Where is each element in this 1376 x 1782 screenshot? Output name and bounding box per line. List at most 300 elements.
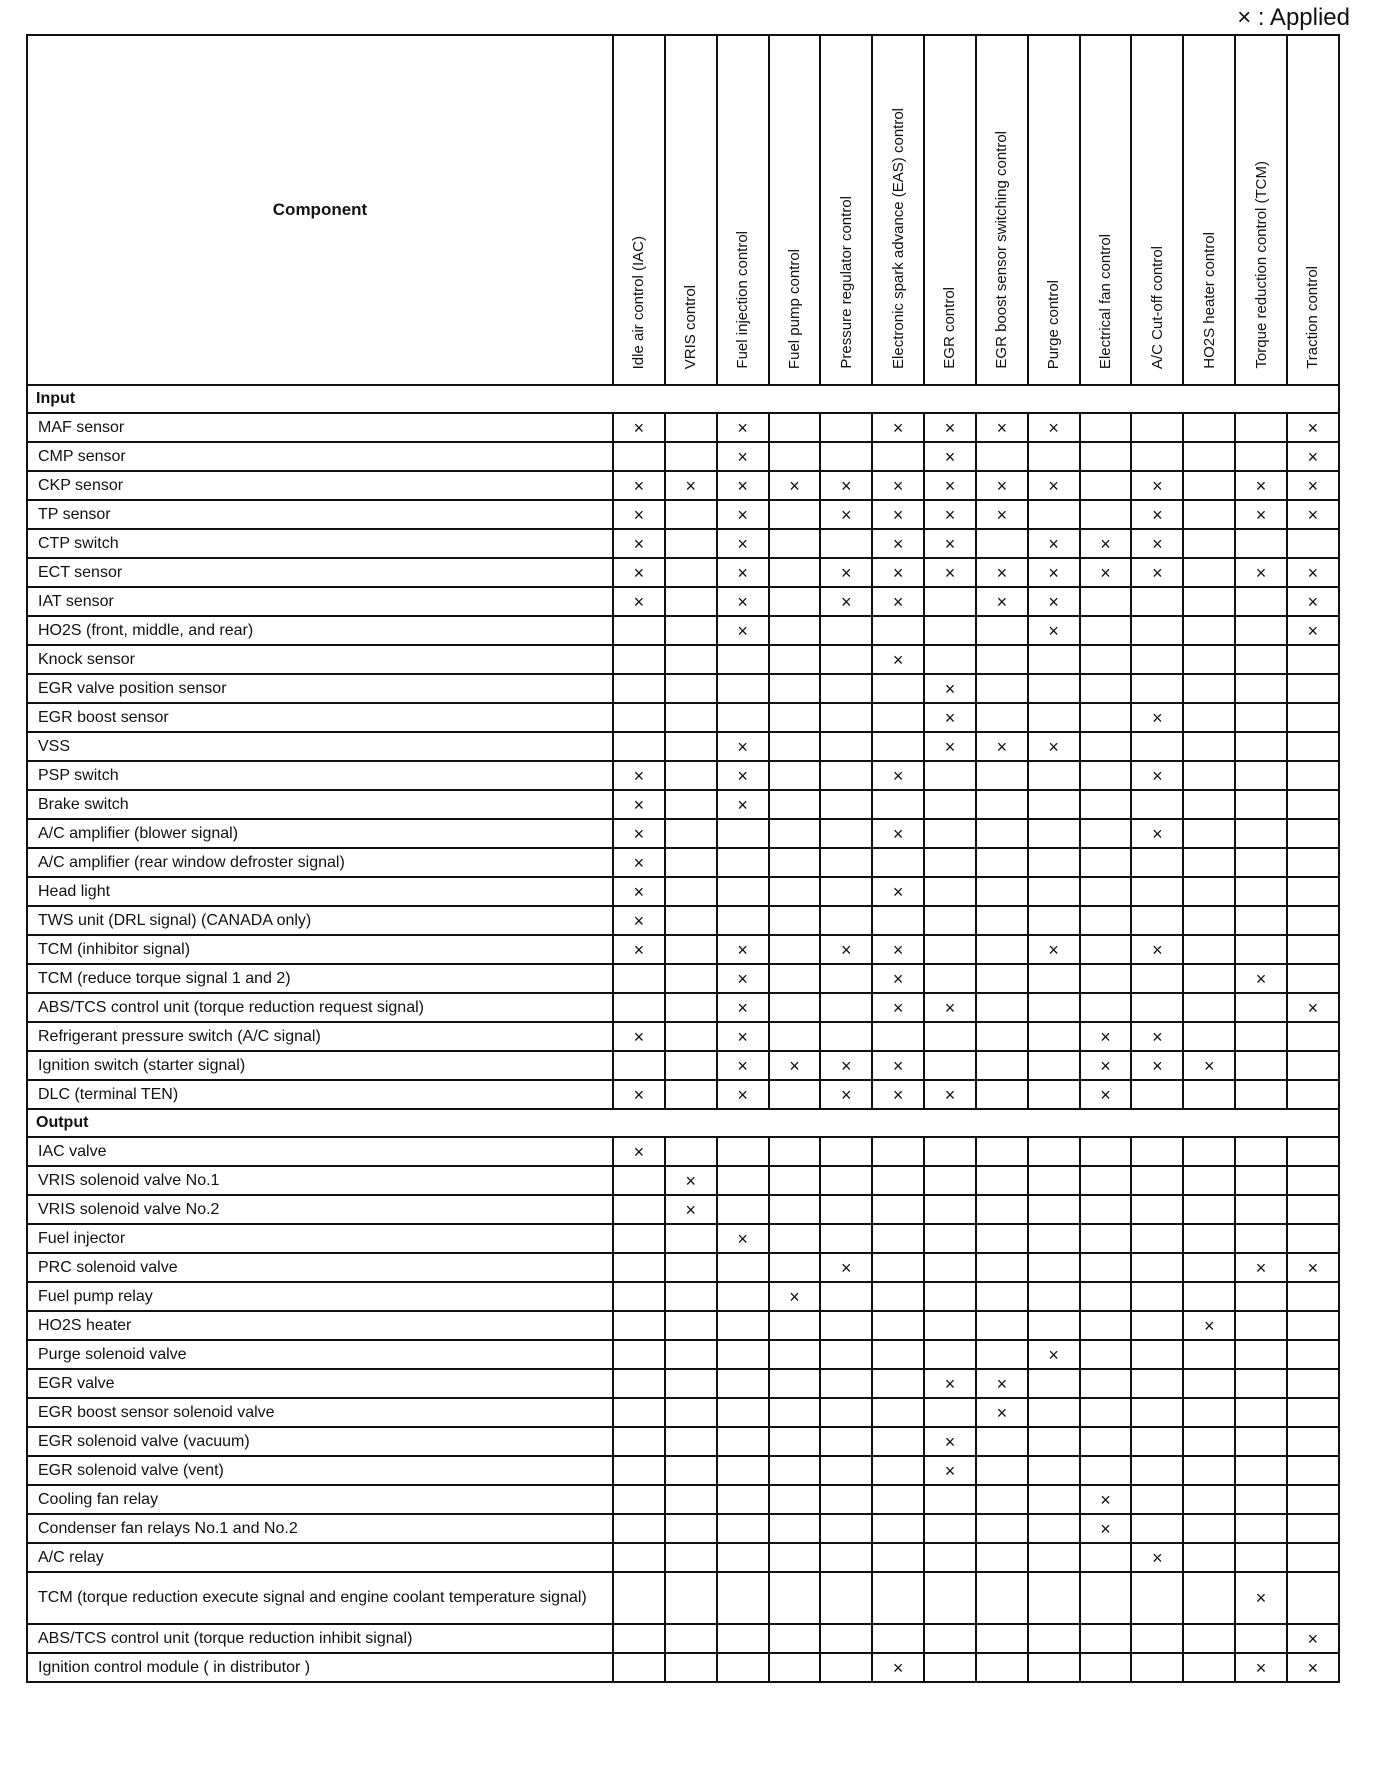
matrix-cell: [924, 1653, 976, 1682]
table-row: [27, 1195, 1339, 1224]
matrix-cell: [1183, 1514, 1235, 1543]
matrix-cell: [1287, 1572, 1339, 1624]
matrix-cell: [665, 1572, 717, 1624]
matrix-cell: [872, 703, 924, 732]
matrix-cell: [820, 1456, 872, 1485]
table-row: [27, 790, 1339, 819]
matrix-cell: [769, 645, 821, 674]
matrix-cell: [1028, 1224, 1080, 1253]
matrix-cell: [1080, 819, 1132, 848]
matrix-cell: ×: [1028, 587, 1080, 616]
matrix-cell: [872, 1369, 924, 1398]
matrix-cell: ×: [1131, 819, 1183, 848]
table-row: [27, 645, 1339, 674]
matrix-cell: [769, 674, 821, 703]
matrix-cell: [1287, 1311, 1339, 1340]
matrix-cell: [717, 1624, 769, 1653]
matrix-cell: ×: [976, 471, 1028, 500]
matrix-cell: [1235, 674, 1287, 703]
matrix-cell: [1131, 1485, 1183, 1514]
matrix-cell: [1080, 1137, 1132, 1166]
matrix-cell: [1235, 587, 1287, 616]
matrix-cell: ×: [1028, 732, 1080, 761]
component-label: VRIS solenoid valve No.1: [27, 1166, 613, 1195]
table-row: [27, 616, 1339, 645]
matrix-cell: [924, 1022, 976, 1051]
table-row: [27, 1051, 1339, 1080]
component-label: EGR solenoid valve (vacuum): [27, 1427, 613, 1456]
matrix-cell: [665, 1624, 717, 1653]
table-row: [27, 1398, 1339, 1427]
matrix-cell: [820, 413, 872, 442]
matrix-cell: ×: [1235, 1653, 1287, 1682]
matrix-cell: [976, 1340, 1028, 1369]
matrix-cell: [976, 761, 1028, 790]
matrix-cell: [1080, 790, 1132, 819]
table-row: [27, 442, 1339, 471]
matrix-cell: [1287, 1369, 1339, 1398]
table-row: [27, 471, 1339, 500]
matrix-cell: [665, 500, 717, 529]
matrix-cell: [976, 906, 1028, 935]
matrix-cell: [1235, 993, 1287, 1022]
matrix-cell: ×: [613, 1022, 665, 1051]
matrix-cell: ×: [820, 558, 872, 587]
matrix-cell: ×: [717, 1080, 769, 1109]
matrix-cell: [1287, 1080, 1339, 1109]
matrix-cell: ×: [1080, 1080, 1132, 1109]
matrix-cell: ×: [613, 413, 665, 442]
matrix-cell: [769, 1224, 821, 1253]
matrix-cell: [1080, 1427, 1132, 1456]
matrix-cell: [717, 1311, 769, 1340]
matrix-cell: [1183, 616, 1235, 645]
column-header-label: Electronic spark advance (EAS) control: [889, 108, 907, 369]
matrix-cell: ×: [717, 1022, 769, 1051]
matrix-cell: ×: [820, 935, 872, 964]
column-header-label: Idle air control (IAC): [630, 235, 648, 369]
matrix-cell: ×: [1183, 1311, 1235, 1340]
column-header-label: Fuel pump control: [785, 248, 803, 369]
matrix-cell: [820, 993, 872, 1022]
table-row: [27, 1311, 1339, 1340]
matrix-cell: ×: [924, 471, 976, 500]
matrix-cell: [769, 761, 821, 790]
matrix-cell: [872, 1398, 924, 1427]
matrix-cell: [1131, 1080, 1183, 1109]
matrix-cell: [613, 964, 665, 993]
matrix-cell: [769, 1166, 821, 1195]
column-header-label: A/C Cut-off control: [1148, 245, 1166, 369]
column-header-1: [613, 35, 665, 385]
matrix-cell: [613, 1624, 665, 1653]
matrix-cell: [976, 1624, 1028, 1653]
matrix-cell: [976, 645, 1028, 674]
matrix-cell: [665, 413, 717, 442]
matrix-cell: [665, 732, 717, 761]
matrix-cell: [872, 1282, 924, 1311]
table-row: [27, 819, 1339, 848]
matrix-cell: [665, 1398, 717, 1427]
matrix-cell: [1028, 819, 1080, 848]
matrix-cell: [665, 442, 717, 471]
matrix-cell: [769, 1398, 821, 1427]
matrix-cell: [769, 529, 821, 558]
matrix-cell: [1080, 674, 1132, 703]
matrix-cell: [1028, 1311, 1080, 1340]
matrix-cell: ×: [1235, 558, 1287, 587]
matrix-cell: [924, 645, 976, 674]
matrix-cell: [924, 964, 976, 993]
matrix-cell: [1235, 1080, 1287, 1109]
section-title: Output: [27, 1109, 1339, 1137]
matrix-cell: [1131, 1137, 1183, 1166]
matrix-cell: ×: [924, 500, 976, 529]
component-label: ABS/TCS control unit (torque reduction request signal): [27, 993, 613, 1022]
component-label: Fuel injector: [27, 1224, 613, 1253]
matrix-cell: [872, 1022, 924, 1051]
table-row: [27, 1427, 1339, 1456]
component-label: IAC valve: [27, 1137, 613, 1166]
matrix-cell: ×: [872, 1080, 924, 1109]
matrix-cell: [1131, 1369, 1183, 1398]
matrix-cell: [1287, 703, 1339, 732]
matrix-cell: [976, 1253, 1028, 1282]
table-row: [27, 761, 1339, 790]
matrix-cell: [769, 1653, 821, 1682]
matrix-cell: ×: [924, 1427, 976, 1456]
matrix-cell: [976, 1137, 1028, 1166]
matrix-cell: [665, 1282, 717, 1311]
matrix-cell: ×: [717, 1224, 769, 1253]
matrix-cell: ×: [924, 732, 976, 761]
matrix-cell: [1183, 1282, 1235, 1311]
matrix-cell: [1080, 500, 1132, 529]
matrix-cell: [665, 819, 717, 848]
table-row: [27, 558, 1339, 587]
matrix-cell: [976, 877, 1028, 906]
matrix-cell: [872, 1514, 924, 1543]
matrix-cell: ×: [1287, 1253, 1339, 1282]
matrix-cell: [769, 413, 821, 442]
component-label: EGR boost sensor: [27, 703, 613, 732]
matrix-cell: ×: [717, 529, 769, 558]
matrix-cell: [1183, 906, 1235, 935]
component-label: Fuel pump relay: [27, 1282, 613, 1311]
matrix-cell: [717, 1543, 769, 1572]
matrix-cell: [1080, 1195, 1132, 1224]
matrix-cell: [1028, 1080, 1080, 1109]
column-header-12: [1183, 35, 1235, 385]
matrix-cell: [1028, 1369, 1080, 1398]
matrix-cell: ×: [1131, 529, 1183, 558]
matrix-cell: [872, 674, 924, 703]
matrix-cell: [924, 877, 976, 906]
matrix-cell: [1131, 1624, 1183, 1653]
component-label: MAF sensor: [27, 413, 613, 442]
matrix-cell: [1287, 1398, 1339, 1427]
matrix-cell: [1080, 906, 1132, 935]
matrix-cell: [1080, 1653, 1132, 1682]
matrix-cell: [717, 1282, 769, 1311]
matrix-cell: [613, 1311, 665, 1340]
matrix-cell: ×: [1287, 1653, 1339, 1682]
matrix-cell: [769, 1572, 821, 1624]
matrix-cell: ×: [717, 964, 769, 993]
matrix-cell: [1080, 935, 1132, 964]
column-header-label: Fuel injection control: [734, 231, 752, 369]
matrix-cell: [924, 616, 976, 645]
matrix-cell: ×: [1131, 703, 1183, 732]
matrix-cell: [1131, 1195, 1183, 1224]
column-header-11: [1131, 35, 1183, 385]
matrix-cell: [1080, 1224, 1132, 1253]
matrix-cell: [613, 1427, 665, 1456]
matrix-cell: [1183, 1624, 1235, 1653]
component-label: IAT sensor: [27, 587, 613, 616]
matrix-cell: [769, 1514, 821, 1543]
matrix-cell: [1287, 529, 1339, 558]
matrix-cell: ×: [924, 529, 976, 558]
matrix-cell: ×: [976, 500, 1028, 529]
matrix-cell: [1080, 1369, 1132, 1398]
matrix-cell: [872, 790, 924, 819]
matrix-cell: ×: [924, 558, 976, 587]
matrix-cell: [769, 790, 821, 819]
matrix-cell: ×: [1131, 1543, 1183, 1572]
matrix-cell: [820, 1398, 872, 1427]
matrix-cell: ×: [717, 935, 769, 964]
matrix-cell: [1131, 616, 1183, 645]
column-header-label: EGR boost sensor switching control: [993, 131, 1011, 369]
component-label: A/C relay: [27, 1543, 613, 1572]
matrix-cell: [820, 1514, 872, 1543]
matrix-cell: [1183, 790, 1235, 819]
matrix-cell: [1287, 1485, 1339, 1514]
matrix-cell: [665, 1340, 717, 1369]
matrix-cell: [872, 1624, 924, 1653]
matrix-cell: [976, 1282, 1028, 1311]
matrix-cell: [976, 819, 1028, 848]
matrix-cell: ×: [613, 877, 665, 906]
matrix-cell: ×: [717, 587, 769, 616]
matrix-cell: [976, 1572, 1028, 1624]
matrix-cell: [820, 1653, 872, 1682]
matrix-cell: [1183, 993, 1235, 1022]
matrix-cell: [976, 1022, 1028, 1051]
matrix-cell: ×: [717, 790, 769, 819]
matrix-cell: [976, 1224, 1028, 1253]
matrix-cell: [1028, 1543, 1080, 1572]
matrix-cell: [1183, 1340, 1235, 1369]
matrix-cell: [769, 819, 821, 848]
matrix-cell: [1080, 1340, 1132, 1369]
matrix-cell: [976, 1195, 1028, 1224]
matrix-cell: [924, 1311, 976, 1340]
matrix-cell: [1287, 1456, 1339, 1485]
matrix-cell: ×: [1028, 471, 1080, 500]
matrix-cell: [769, 1253, 821, 1282]
column-header-label: Electrical fan control: [1097, 233, 1115, 369]
matrix-cell: [1183, 761, 1235, 790]
section-row-input: [27, 385, 1339, 413]
matrix-cell: [1131, 1572, 1183, 1624]
matrix-cell: [717, 906, 769, 935]
matrix-cell: [665, 1253, 717, 1282]
matrix-cell: [1183, 1456, 1235, 1485]
matrix-cell: [769, 442, 821, 471]
matrix-cell: [665, 1514, 717, 1543]
matrix-cell: [820, 1369, 872, 1398]
matrix-cell: [613, 442, 665, 471]
matrix-cell: [976, 1051, 1028, 1080]
matrix-cell: [613, 1224, 665, 1253]
component-label: TCM (torque reduction execute signal and engine coolant temperature signal): [27, 1572, 613, 1624]
matrix-cell: [976, 964, 1028, 993]
matrix-cell: [1235, 1485, 1287, 1514]
matrix-cell: [1183, 500, 1235, 529]
matrix-cell: [1183, 1653, 1235, 1682]
table-row: [27, 993, 1339, 1022]
matrix-cell: ×: [820, 1051, 872, 1080]
matrix-cell: [872, 1224, 924, 1253]
matrix-cell: [769, 1369, 821, 1398]
component-label: VSS: [27, 732, 613, 761]
matrix-cell: [872, 1311, 924, 1340]
column-header-14: [1287, 35, 1339, 385]
matrix-cell: [924, 1543, 976, 1572]
table-row: [27, 587, 1339, 616]
matrix-cell: [1183, 1398, 1235, 1427]
matrix-cell: [1287, 1340, 1339, 1369]
matrix-cell: [1183, 935, 1235, 964]
matrix-cell: [1287, 674, 1339, 703]
matrix-cell: [769, 1340, 821, 1369]
matrix-cell: [1080, 1624, 1132, 1653]
matrix-cell: [1028, 1624, 1080, 1653]
matrix-cell: [1028, 761, 1080, 790]
matrix-cell: [976, 993, 1028, 1022]
matrix-cell: [1183, 471, 1235, 500]
matrix-cell: [1235, 1427, 1287, 1456]
matrix-cell: [1080, 1166, 1132, 1195]
matrix-cell: ×: [1235, 471, 1287, 500]
matrix-cell: [1131, 442, 1183, 471]
matrix-cell: [717, 1253, 769, 1282]
matrix-cell: ×: [872, 819, 924, 848]
matrix-cell: ×: [1235, 964, 1287, 993]
matrix-cell: [1287, 1195, 1339, 1224]
matrix-cell: [872, 1253, 924, 1282]
matrix-cell: [1183, 877, 1235, 906]
matrix-cell: ×: [1028, 558, 1080, 587]
matrix-cell: ×: [924, 1456, 976, 1485]
matrix-cell: ×: [924, 442, 976, 471]
matrix-cell: [769, 616, 821, 645]
component-label: Purge solenoid valve: [27, 1340, 613, 1369]
matrix-cell: [872, 1427, 924, 1456]
matrix-cell: [1080, 1543, 1132, 1572]
matrix-cell: [820, 1572, 872, 1624]
matrix-cell: ×: [717, 471, 769, 500]
matrix-cell: [1183, 1195, 1235, 1224]
matrix-cell: [1183, 558, 1235, 587]
matrix-cell: ×: [1028, 1340, 1080, 1369]
matrix-cell: [1183, 1137, 1235, 1166]
matrix-cell: [1287, 1022, 1339, 1051]
matrix-cell: [769, 1311, 821, 1340]
matrix-cell: [924, 1624, 976, 1653]
matrix-cell: [769, 1456, 821, 1485]
matrix-cell: [1287, 819, 1339, 848]
component-label: Ignition control module ( in distributor ): [27, 1653, 613, 1682]
matrix-cell: [820, 442, 872, 471]
matrix-cell: [665, 1051, 717, 1080]
matrix-cell: [1028, 500, 1080, 529]
matrix-cell: [1235, 877, 1287, 906]
matrix-cell: [1183, 587, 1235, 616]
matrix-cell: [717, 1456, 769, 1485]
component-label: TCM (inhibitor signal): [27, 935, 613, 964]
matrix-cell: ×: [820, 471, 872, 500]
matrix-cell: [665, 1369, 717, 1398]
matrix-cell: [1235, 1195, 1287, 1224]
column-header-10: [1080, 35, 1132, 385]
matrix-cell: [1131, 645, 1183, 674]
matrix-cell: [769, 1137, 821, 1166]
matrix-cell: [717, 1653, 769, 1682]
matrix-cell: [872, 732, 924, 761]
matrix-cell: [1235, 1543, 1287, 1572]
table-row: [27, 1253, 1339, 1282]
matrix-cell: ×: [872, 471, 924, 500]
matrix-cell: [1183, 732, 1235, 761]
matrix-cell: [872, 1137, 924, 1166]
matrix-cell: [820, 1282, 872, 1311]
matrix-cell: [976, 442, 1028, 471]
matrix-cell: ×: [872, 877, 924, 906]
matrix-cell: [1183, 1022, 1235, 1051]
matrix-cell: [1235, 1514, 1287, 1543]
matrix-cell: [820, 1624, 872, 1653]
matrix-cell: [872, 1195, 924, 1224]
matrix-cell: ×: [872, 964, 924, 993]
matrix-cell: [1131, 1398, 1183, 1427]
matrix-cell: [1028, 1051, 1080, 1080]
table-row: [27, 1137, 1339, 1166]
matrix-cell: ×: [924, 413, 976, 442]
matrix-cell: [1131, 1340, 1183, 1369]
matrix-cell: [1287, 1427, 1339, 1456]
matrix-cell: [1183, 413, 1235, 442]
matrix-cell: [1183, 1224, 1235, 1253]
matrix-cell: [769, 587, 821, 616]
column-header-label: VRIS control: [682, 284, 700, 369]
matrix-cell: [1235, 413, 1287, 442]
matrix-cell: [1080, 1572, 1132, 1624]
matrix-cell: [1235, 906, 1287, 935]
matrix-cell: [820, 1195, 872, 1224]
matrix-cell: ×: [924, 703, 976, 732]
matrix-cell: [1080, 848, 1132, 877]
matrix-cell: [1235, 1166, 1287, 1195]
matrix-cell: [820, 877, 872, 906]
matrix-cell: [717, 1514, 769, 1543]
column-header-label: Purge control: [1045, 279, 1063, 369]
matrix-cell: [924, 1398, 976, 1427]
matrix-cell: ×: [717, 413, 769, 442]
matrix-cell: ×: [1131, 500, 1183, 529]
